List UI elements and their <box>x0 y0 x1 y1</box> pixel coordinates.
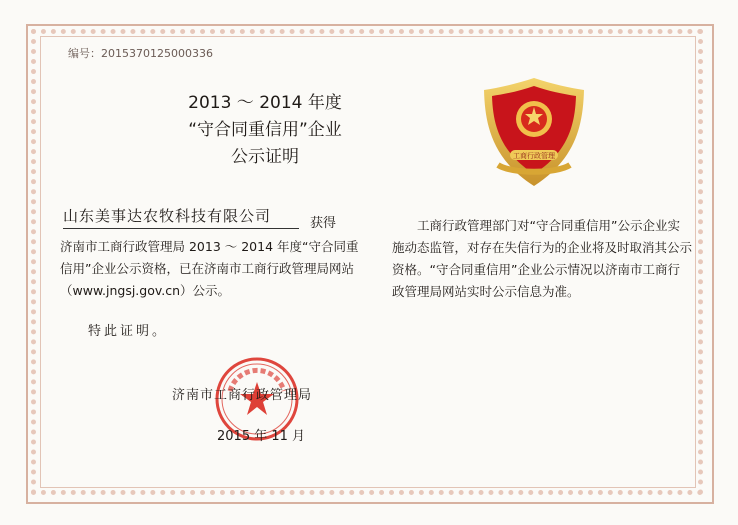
emblem-banner-text: 工商行政管理 <box>513 152 555 160</box>
issue-date: 2015 年 11 月 <box>217 429 306 444</box>
industry-commerce-emblem-icon <box>478 72 590 192</box>
title-line-1: 2013 ～ 2014 年度 <box>188 93 342 113</box>
special-certification-text: 特此证明。 <box>88 324 169 339</box>
left-body-text: 济南市工商行政管理局 2013 ～ 2014 年度“守合同重信用”企业公示资格，已在济南市工商行政管理局网站（www.jngsj.gov.cn）公示。 <box>60 239 359 298</box>
title-line-2: “守合同重信用”企业 <box>188 120 342 140</box>
issuer-name: 济南市工商行政管理局 <box>172 388 313 403</box>
certificate-number <box>68 45 213 61</box>
company-name: 山东美事达农牧科技有限公司 <box>63 205 299 229</box>
certificate-number-value: 2015370125000336 <box>101 47 213 60</box>
right-body-text: 工商行政管理部门对“守合同重信用”公示企业实施动态监管，对存在失信行为的企业将及时取消其公示资格。“守合同重信用”企业公示情况以济南市工商行政管理局网站实时公示信息为准。 <box>392 218 693 299</box>
certificate-number-label: 编号： <box>68 47 101 60</box>
title-line-3: 公示证明 <box>231 147 299 167</box>
certificate-title <box>120 90 410 171</box>
obtain-label: 获得 <box>310 216 337 231</box>
